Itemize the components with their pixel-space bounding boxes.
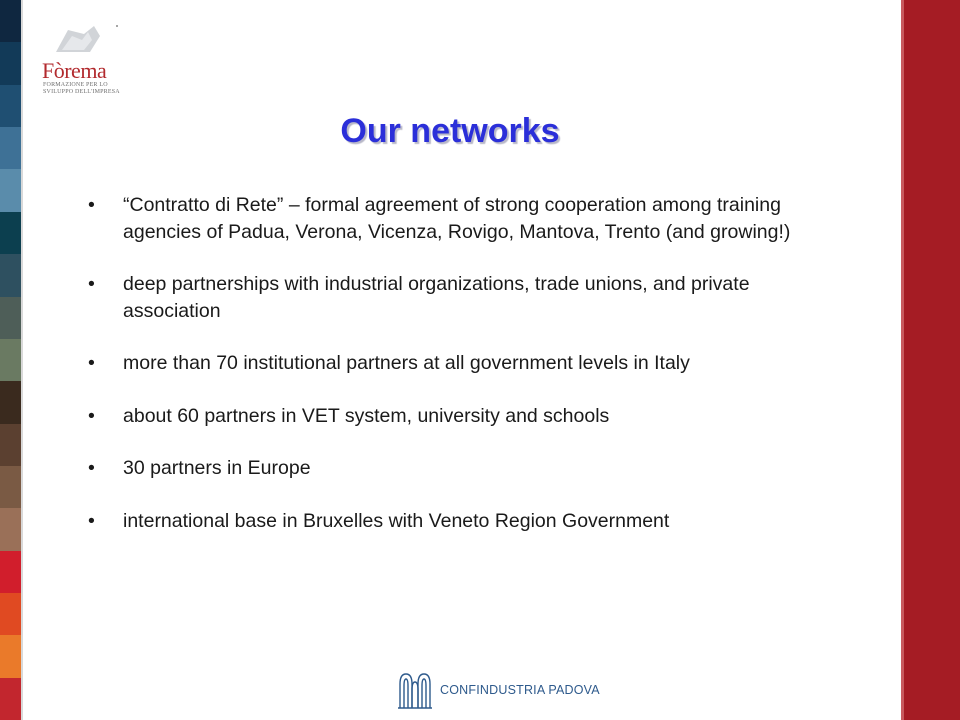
- strip-segment: [0, 0, 21, 42]
- bullet-item: [88, 350, 848, 377]
- bullet-text: international base in Bruxelles with Veneto Region Government: [123, 509, 670, 532]
- strip-segment: [0, 381, 21, 423]
- strip-segment: [0, 42, 21, 84]
- bullet-text: about 60 partners in VET system, university and schools: [123, 404, 610, 427]
- strip-segment: [0, 508, 21, 550]
- left-strip-edge: [21, 0, 23, 720]
- strip-segment: [0, 169, 21, 211]
- strip-segment: [0, 593, 21, 635]
- bullet-dot: •: [88, 509, 95, 532]
- right-accent-bar: [904, 0, 960, 720]
- slide-title: Our networks: [340, 112, 560, 150]
- confindustria-emblem-icon: [396, 670, 434, 710]
- strip-segment: [0, 678, 21, 720]
- strip-segment: [0, 551, 21, 593]
- strip-segment: [0, 212, 21, 254]
- logo-name: Fòrema: [42, 58, 107, 83]
- forema-logo: [38, 22, 122, 98]
- left-color-strip: [0, 0, 21, 720]
- bullet-dot: •: [88, 194, 95, 216]
- bullet-item: [88, 192, 848, 245]
- strip-segment: [0, 297, 21, 339]
- bullet-item: [88, 271, 848, 324]
- bullet-item: [88, 403, 848, 430]
- strip-segment: [0, 424, 21, 466]
- logo-tagline-line2: SVILUPPO DELL'IMPRESA: [43, 89, 120, 95]
- bullet-dot: •: [88, 404, 95, 427]
- bullet-text: more than 70 institutional partners at all government levels in Italy: [123, 352, 690, 374]
- bullet-text: deep partnerships with industrial organizations, trade unions, and private association: [123, 273, 750, 322]
- bullet-item: [88, 508, 848, 535]
- bullet-text: “Contratto di Rete” – formal agreement of strong cooperation among training agencies of Padua, Verona, Vicenza, Rovigo, Mantova, Trento (and growing!): [123, 194, 791, 243]
- strip-segment: [0, 466, 21, 508]
- strip-segment: [0, 339, 21, 381]
- footer-brand: CONFINDUSTRIA PADOVA: [440, 683, 600, 697]
- confindustria-logo: [396, 670, 600, 710]
- bullet-text: 30 partners in Europe: [123, 457, 311, 479]
- bullet-item: [88, 455, 848, 482]
- logo-tagline: [43, 82, 120, 96]
- bullet-dot: •: [88, 457, 95, 479]
- bullet-dot: •: [88, 352, 95, 374]
- logo-tagline-line1: FORMAZIONE PER LO: [43, 82, 108, 88]
- bullet-dot: •: [88, 273, 95, 295]
- strip-segment: [0, 635, 21, 677]
- bullet-list: [88, 192, 848, 534]
- logo-emblem-icon: [38, 22, 122, 62]
- strip-segment: [0, 254, 21, 296]
